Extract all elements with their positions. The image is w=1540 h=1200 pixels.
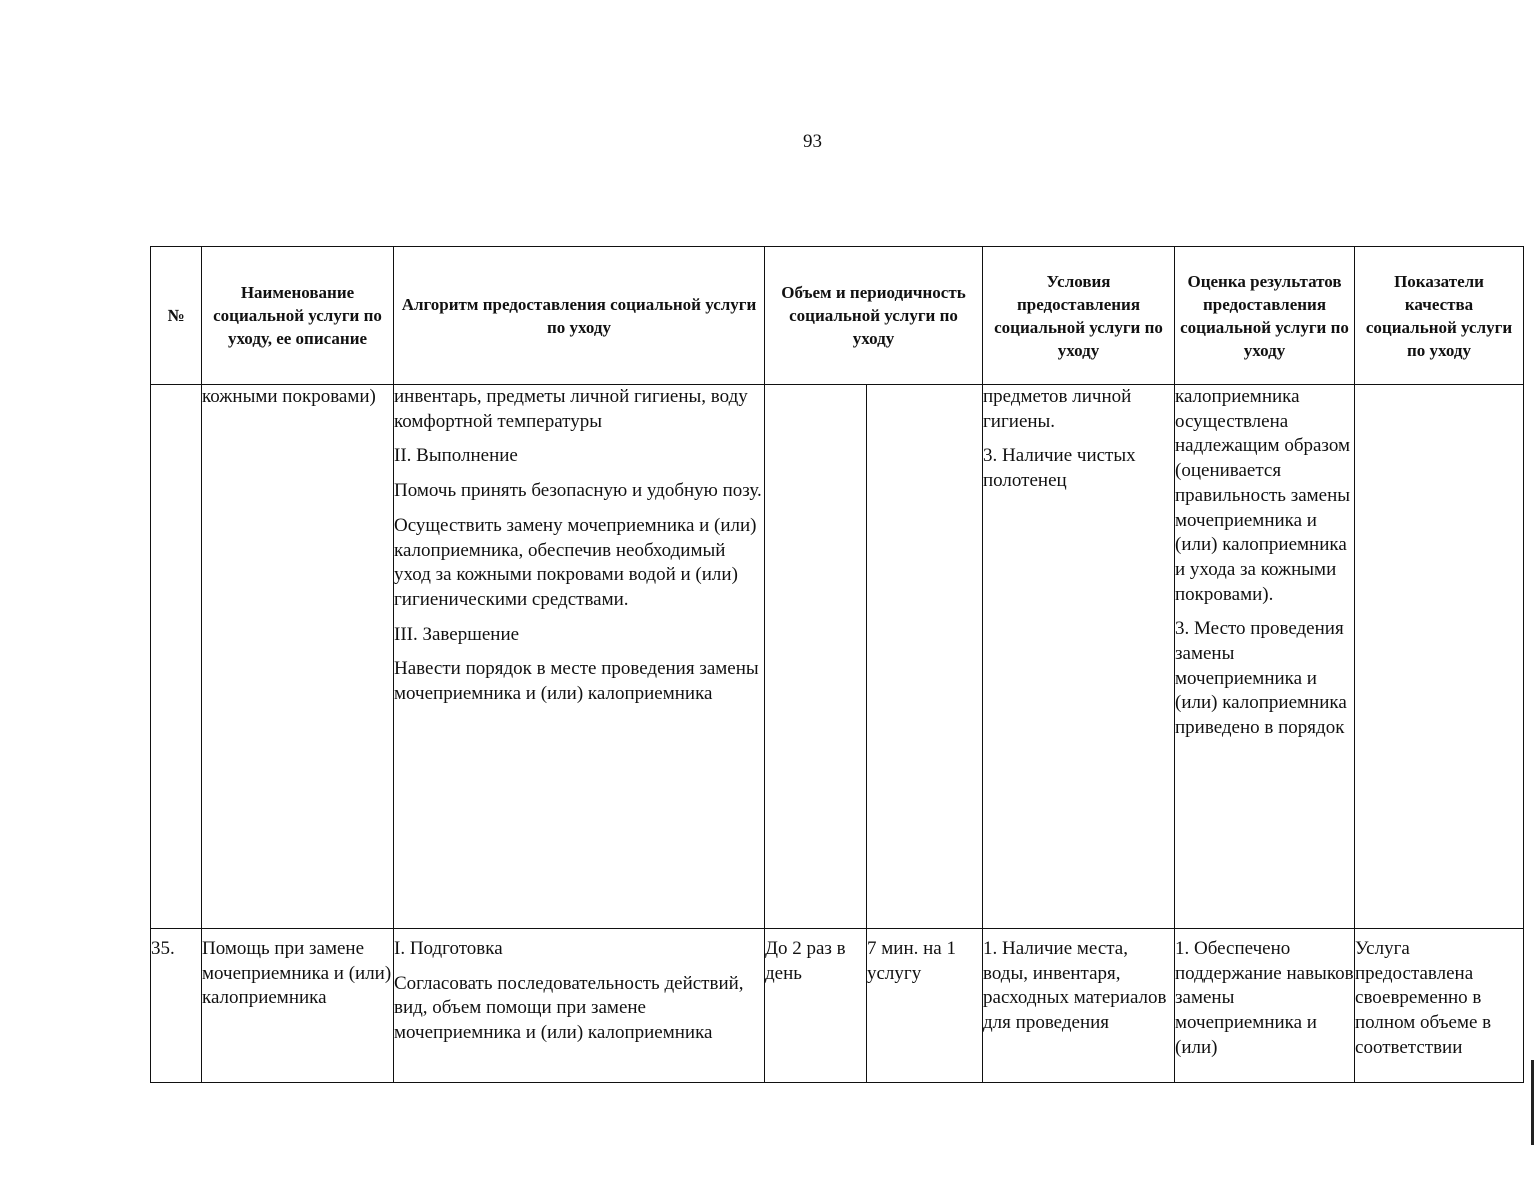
scan-edge-mark [1531,1060,1534,1145]
algorithm-paragraph: инвентарь, предметы личной гигиены, воду комфортной температуры [394,386,748,432]
algorithm-cell [394,385,765,929]
service-name-cell: кожными покровами) [202,385,394,929]
header-volume-periodicity: Объем и периодичность социальной услуги по уходу [765,247,983,385]
page-number: 93 [803,131,822,152]
algorithm-paragraph: Навести порядок в месте проведения замены мочеприемника и (или) калоприемника [394,658,759,705]
evaluation-cell: 1. Обеспечено поддержание навыков замены мочеприемника и (или) [1175,929,1355,1083]
algorithm-paragraph: Помочь принять безопасную и удобную позу. [394,480,762,502]
table-header-row [151,247,1524,385]
algorithm-cell [394,929,765,1083]
header-num: № [151,247,202,385]
algorithm-section-heading: III. Завершение [394,623,520,645]
algorithm-section-heading: II. Выполнение [394,445,518,467]
algorithm-paragraph: Осуществить замену мочеприемника и (или) калоприемника, обеспечив необходимый уход за кожными покровами водой и (или) гигиеническими средствами. [394,514,757,610]
header-algorithm: Алгоритм предоставления социальной услуги по уходу [394,247,765,385]
header-conditions: Условия предоставления социальной услуги по уходу [983,247,1175,385]
services-table [150,246,1524,1083]
evaluation-paragraph: калоприемника осуществлена надлежащим образом (оценивается правильность замены мочеприемника и (или) калоприемника и ухода за кожными покровами). [1175,386,1351,605]
conditions-cell [983,385,1175,929]
algorithm-paragraph: Согласовать последовательность действий, вид, объем помощи при замене мочеприемника и (или) калоприемника [394,972,744,1044]
evaluation-cell [1175,385,1355,929]
table-row [151,929,1524,1083]
conditions-cell: 1. Наличие места, воды, инвентаря, расходных материалов для проведения [983,929,1175,1083]
header-service-name: Наименование социальной услуги по уходу, ее описание [202,247,394,385]
row-number-cell [151,385,202,929]
row-number-cell: 35. [151,929,202,1083]
header-evaluation: Оценка результатов предоставления социальной услуги по уходу [1175,247,1355,385]
conditions-paragraph: 3. Наличие чистых полотенец [983,445,1136,492]
conditions-paragraph: предметов личной гигиены. [983,386,1132,432]
evaluation-paragraph: 3. Место проведения замены мочеприемника и (или) калоприемника приведено в порядок [1175,618,1347,739]
algorithm-section-heading: I. Подготовка [394,938,503,959]
periodicity-cell [867,385,983,929]
quality-cell: Услуга предоставлена своевременно в полном объеме в соответствии [1355,929,1524,1083]
quality-cell [1355,385,1524,929]
periodicity-cell: 7 мин. на 1 услугу [867,929,983,1083]
header-quality: Показатели качества социальной услуги по уходу [1355,247,1524,385]
volume-cell: До 2 раз в день [765,929,867,1083]
volume-cell [765,385,867,929]
service-name-cell: Помощь при замене мочеприемника и (или) калоприемника [202,929,394,1083]
table-row [151,385,1524,929]
